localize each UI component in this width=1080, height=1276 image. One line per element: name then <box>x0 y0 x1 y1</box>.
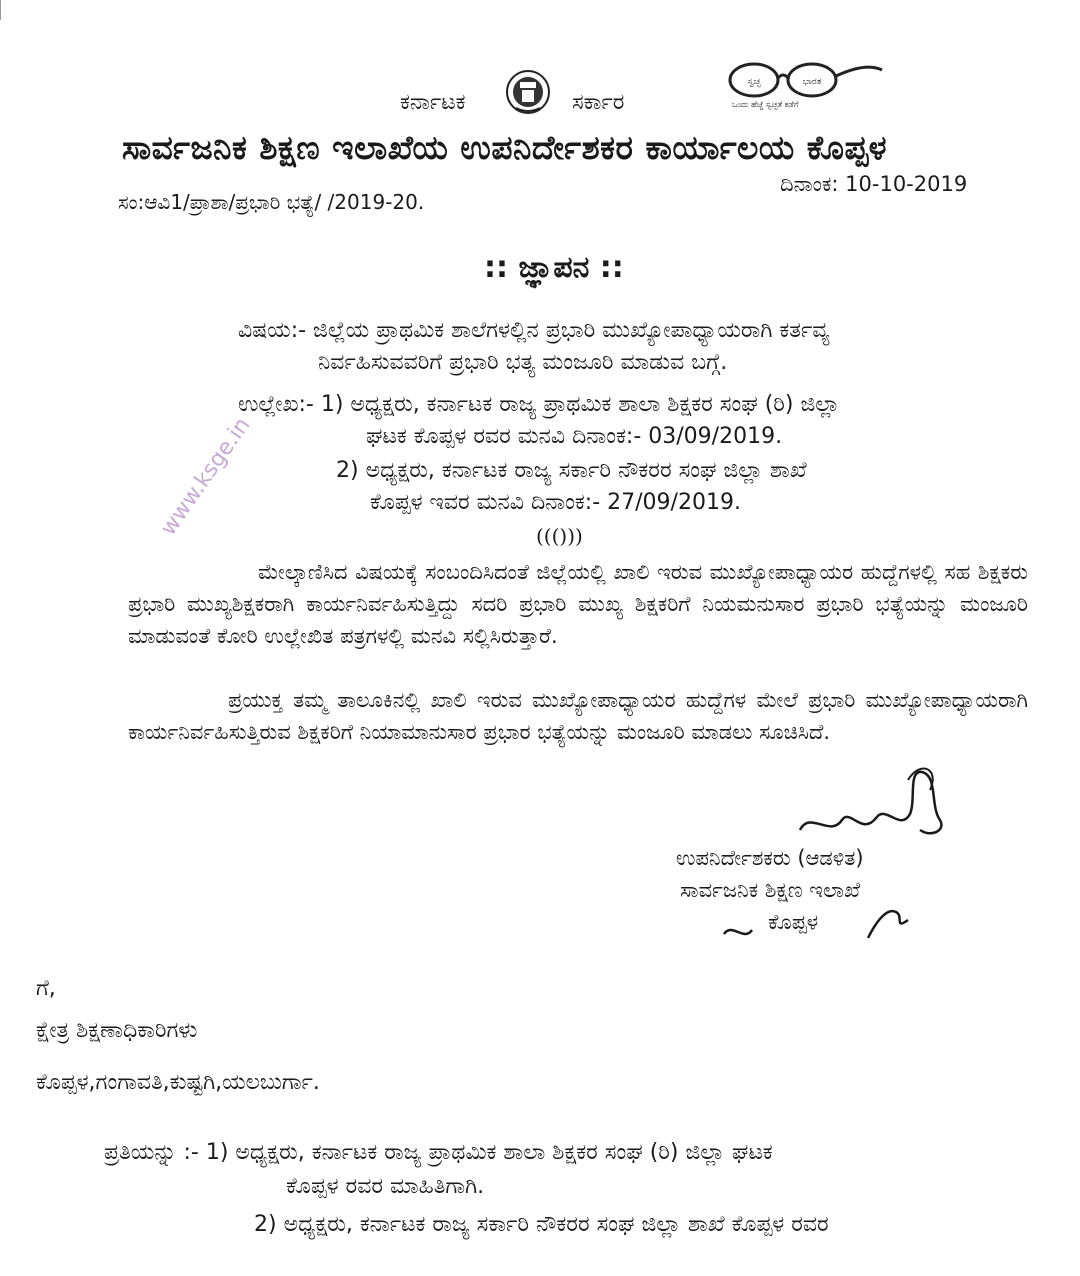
subject-line-2: ನಿರ್ವಹಿಸುವವರಿಗೆ ಪ್ರಭಾರಿ ಭತ್ಯ ಮಂಜೂರಿ ಮಾಡುವ ಬಗ್ಗೆ. <box>318 350 728 375</box>
government-label-right: ಸರ್ಕಾರ <box>572 90 625 115</box>
reference-number: ಸಂ:ಆವಿ1/ಪ್ರಾಶಾ/ಪ್ರಭಾರಿ ಭತ್ಯೆ/ /2019-20. <box>118 190 425 214</box>
recipient-places: ಕೊಪ್ಪಳ,ಗಂಗಾವತಿ,ಕುಷ್ಟಗಿ,ಯಲಬುರ್ಗಾ. <box>36 1070 320 1095</box>
logo-tagline: ಒಂದು ಹೆಜ್ಜೆ ಸ್ವಚ್ಛತೆ ಕಡೆಗೆ <box>732 100 799 109</box>
date-line: ದಿನಾಂಕ: 10-10-2019 <box>780 172 968 196</box>
reference-2-line-1: 2) ಅಧ್ಯಕ್ಷರು, ಕರ್ನಾಟಕ ರಾಜ್ಯ ಸರ್ಕಾರಿ ನೌಕರರ ಸಂಘ ಜಿಲ್ಲಾ ಶಾಖೆ <box>336 458 807 483</box>
signature-scribble <box>790 760 950 850</box>
government-label-left: ಕರ್ನಾಟಕ <box>400 90 466 115</box>
recipient-title: ಕ್ಷೇತ್ರ ಶಿಕ್ಷಣಾಧಿಕಾರಿಗಳು <box>36 1018 198 1043</box>
office-title: ಸಾರ್ವಜನಿಕ ಶಿಕ್ಷಣ ಇಲಾಖೆಯ ಉಪನಿರ್ದೇಶಕರ ಕಾರ್ಯಾಲಯ ಕೊಪ್ಪಳ <box>122 128 888 167</box>
notice-title: :: ಜ್ಞಾಪನ :: <box>484 250 624 285</box>
section-divider: ((())) <box>536 524 583 548</box>
logo-text-right: ಭಾರತ <box>802 77 822 87</box>
reference-1-line-2: ಘಟಕ ಕೊಪ್ಪಳ ರವರ ಮನವಿ ದಿನಾಂಕ:- 03/09/2019. <box>366 424 783 449</box>
body-paragraph-2: ಪ್ರಯುಕ್ತ ತಮ್ಮ ತಾಲೂಕಿನಲ್ಲಿ ಖಾಲಿ ಇರುವ ಮುಖ್ಯೋಪಾಧ್ಯಾಯರ ಹುದ್ದೆಗಳ ಮೇಲೆ ಪ್ರಭಾರಿ ಮುಖ್ಯೋಪಾಧ್ಯಾಯರಾಗಿ ಕಾರ್ಯನಿರ್ವಹಿಸುತ್ತಿರುವ ಶಿಕ್ಷಕರಿಗೆ ನಿಯಾಮಾನುಸಾರ ಪ್ರಭಾರ ಭತ್ಯೆಯನ್ನು ಮಂಜೂರಿ ಮಾಡಲು ಸೂಚಿಸಿದೆ. <box>128 688 1028 744</box>
scan-edge-mark <box>0 0 13 20</box>
signatory-department: ಸಾರ್ವಜನಿಕ ಶಿಕ್ಷಣ ಇಲಾಖೆ <box>680 878 861 902</box>
state-emblem-icon <box>504 68 552 116</box>
copy-to-line-3: 2) ಅಧ್ಯಕ್ಷರು, ಕರ್ನಾಟಕ ರಾಜ್ಯ ಸರ್ಕಾರಿ ನೌಕರರ ಸಂಘ ಜಿಲ್ಲಾ ಶಾಖೆ ಕೊಪ್ಪಳ ರವರ <box>254 1212 829 1237</box>
watermark: www.ksge.in <box>156 413 256 541</box>
body-paragraph-1: ಮೇಲ್ಕಾಣಿಸಿದ ವಿಷಯಕ್ಕೆ ಸಂಬಂದಿಸಿದಂತೆ ಜಿಲ್ಲೆಯಲ್ಲಿ ಖಾಲಿ ಇರುವ ಮುಖ್ಯೋಪಾಧ್ಯಾಯರ ಹುದ್ದೆಗಳಲ್ಲಿ ಸಹ ಶಿಕ್ಷಕರು ಪ್ರಭಾರಿ ಮುಖ್ಯಶಿಕ್ಷಕರಾಗಿ ಕಾರ್ಯನಿರ್ವಹಿಸುತ್ತಿದ್ದು ಸದರಿ ಪ್ರಭಾರಿ ಮುಖ್ಯ ಶಿಕ್ಷಕರಿಗೆ ನಿಯಮನುಸಾರ ಪ್ರಭಾರಿ ಭತ್ಯೆಯನ್ನು ಮಂಜೂರಿ ಮಾಡುವಂತೆ ಕೋರಿ ಉಲ್ಲೇಖಿತ ಪತ್ರಗಳಲ್ಲಿ ಮನವಿ ಸಲ್ಲಿಸಿರುತ್ತಾರೆ. <box>128 560 1028 648</box>
reference-1-line-1: ಉಲ್ಲೇಖ:- 1) ಅಧ್ಯಕ್ಷರು, ಕರ್ನಾಟಕ ರಾಜ್ಯ ಪ್ರಾಥಮಿಕ ಶಾಲಾ ಶಿಕ್ಷಕರ ಸಂಘ (ರಿ) ಜಿಲ್ಲಾ <box>238 392 840 417</box>
signature-flourish <box>718 898 918 948</box>
reference-2-line-2: ಕೊಪ್ಪಳ ಇವರ ಮನವಿ ದಿನಾಂಕ:- 27/09/2019. <box>370 490 741 515</box>
to-label: ಗೆ, <box>36 976 56 1001</box>
signatory-location: ಕೊಪ್ಪಳ <box>768 910 819 934</box>
copy-to-line-2: ಕೊಪ್ಪಳ ರವರ ಮಾಹಿತಿಗಾಗಿ. <box>286 1174 485 1199</box>
logo-text-left: ಸ್ವಚ್ಛ <box>747 77 761 87</box>
subject-line-1: ವಿಷಯ:- ಜಿಲ್ಲೆಯ ಪ್ರಾಥಮಿಕ ಶಾಲೆಗಳಲ್ಲಿನ ಪ್ರಭಾರಿ ಮುಖ್ಯೋಪಾಧ್ಯಾಯರಾಗಿ ಕರ್ತವ್ಯ <box>238 318 830 343</box>
signatory-designation: ಉಪನಿರ್ದೇಶಕರು (ಆಡಳಿತ) <box>676 846 864 870</box>
copy-to-line-1: ಪ್ರತಿಯನ್ನು :- 1) ಅಧ್ಯಕ್ಷರು, ಕರ್ನಾಟಕ ರಾಜ್ಯ ಪ್ರಾಥಮಿಕ ಶಾಲಾ ಶಿಕ್ಷಕರ ಸಂಘ (ರಿ) ಜಿಲ್ಲಾ ಘಟಕ <box>104 1140 773 1165</box>
